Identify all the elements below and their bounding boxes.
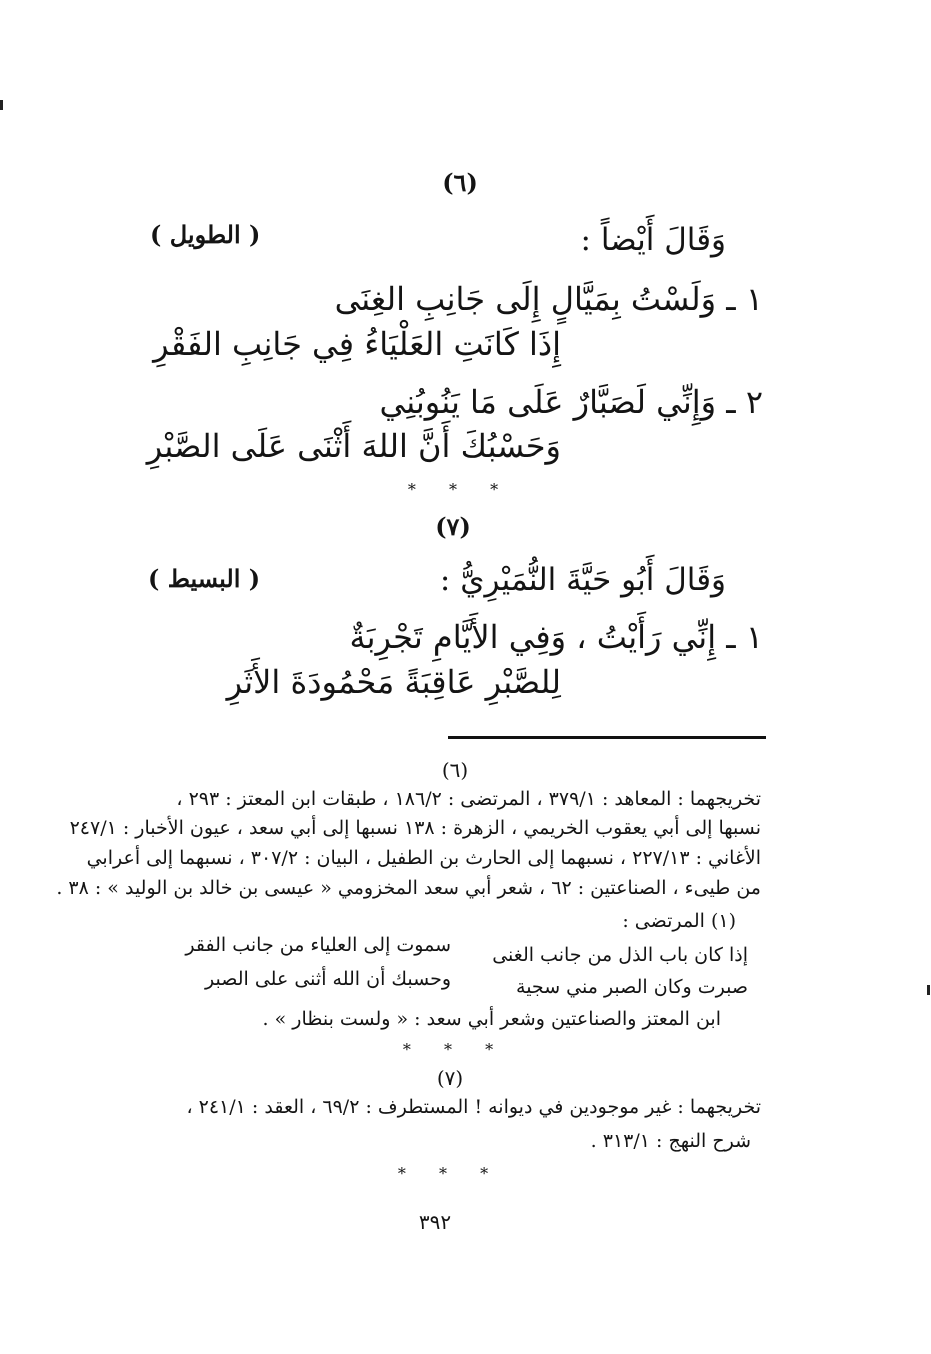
footnote-verse-hemistich: صبرت وكان الصبر مني سجية [516,976,748,998]
footnote-line: نسبها إلى أبي يعقوب الخريمي ، الزهرة : ١٣٨ نسبها إلى أبي سعد ، عيون الأخبار : ٢٤٧/١ [69,817,761,839]
poem-intro: وَقَالَ أَبُو حَيَّةَ النُّمَيْرِيُّ : [439,562,726,598]
scan-edge-mark [927,985,930,995]
verse-first-hemistich: ١ ـ وَلَسْتُ بِمَيَّالٍ إِلَى جَانِبِ الغِنَى [334,280,763,318]
poem-number: (٧) [435,512,471,541]
section-separator: * * * [402,1040,508,1059]
poem-intro: وَقَالَ أَيْضاً : [580,222,726,258]
verse-second-hemistich: وَحَسْبُكَ أَنَّ اللهَ أَثْنَى عَلَى الصَّبْرِ [146,427,561,465]
scan-edge-mark [0,100,3,110]
section-separator: * * * [397,1164,503,1183]
section-separator: * * * [407,480,513,499]
footnote-line: من طيىء ، الصناعتين : ٦٢ ، شعر أبي سعد المخزومي « عيسى بن خالد بن الوليد » : ٣٨ . [56,877,761,899]
page-number: ٣٩٢ [418,1210,452,1234]
footnote-divider [448,736,766,739]
poem-meter: ( البسيط ) [148,564,261,593]
verse-first-hemistich: ١ ـ إِنِّي رَأَيْتُ ، وَفِي الأَيَّامِ تَجْرِبَةٌ [349,618,763,656]
poem-meter: ( الطويل ) [150,220,261,249]
footnote-verse-hemistich: إذا كان باب الذل من جانب الغنى [492,944,748,966]
footnote-line: تخريجهما : غير موجودين في ديوانه ! المستطرف : ٦٩/٢ ، العقد : ٢٤١/١ ، [186,1096,761,1118]
verse-first-hemistich: ٢ ـ وَإِنِّي لَصَبَّارٌ عَلَى مَا يَنُوبُنِي [379,383,763,421]
footnote-line: الأغاني : ٢٢٧/١٣ ، نسبهما إلى الحارث بن الطفيل ، البيان : ٣٠٧/٢ ، نسبهما إلى أعرابي [86,847,761,869]
footnote-line: تخريجهما : المعاهد : ٣٧٩/١ ، المرتضى : ١٨٦/٢ ، طبقات ابن المعتز : ٢٩٣ ، [176,788,761,810]
footnote-line: شرح النهج : ٣١٣/١ . [590,1130,751,1152]
footnote-line: (١) المرتضى : [622,910,736,932]
verse-second-hemistich: لِلصَّبْرِ عَاقِبَةً مَحْمُودَةَ الأَثَرِ [226,663,561,701]
footnote-line: ابن المعتز والصناعتين وشعر أبي سعد : « ولست بنظار » . [262,1008,721,1030]
verse-second-hemistich: إِذَا كَانَتِ العَلْيَاءُ فِي جَانِبِ الفَقْرِ [153,325,561,363]
footnote-verse-hemistich: سموت إلى العلياء من جانب الفقر [185,934,451,956]
poem-number: (٦) [442,168,478,197]
footnote-verse-hemistich: وحسبك أن الله أثنى على الصبر [205,968,451,990]
footnote-number: (٧) [436,1066,464,1090]
footnote-number: (٦) [441,758,469,782]
